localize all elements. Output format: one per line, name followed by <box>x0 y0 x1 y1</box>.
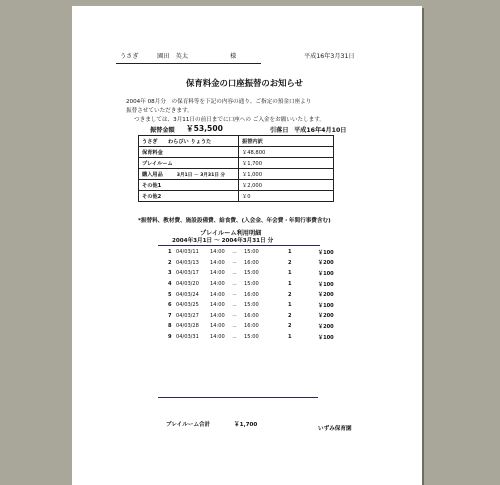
schedule-end: 16:00 <box>244 323 259 330</box>
schedule-period: 2004年3月1日 ～ 2004年3月31日 分 <box>172 238 274 244</box>
schedule-start: 14:00 <box>210 334 225 341</box>
schedule-sep: － <box>232 270 238 277</box>
footnote: *振替料、教材費、施設設備費、給食費、(入会金、年会費・年間行事費含む) <box>138 218 331 224</box>
schedule-no: 7 <box>168 312 172 319</box>
schedule-qty: 1 <box>288 281 292 288</box>
schedule-date: 04/03/28 <box>176 323 199 330</box>
schedule-fee: ￥200 <box>318 323 334 330</box>
schedule-end: 15:00 <box>244 281 259 288</box>
schedule-title: プレイルーム利用明細 <box>200 230 262 237</box>
document-page <box>72 6 422 485</box>
fee-row <box>139 180 334 191</box>
schedule-row <box>168 289 338 300</box>
schedule-no: 8 <box>168 323 172 330</box>
schedule-sep: － <box>232 313 238 320</box>
schedule-start: 14:00 <box>210 281 225 288</box>
schedule-start: 14:00 <box>210 259 225 266</box>
fee-row <box>139 147 334 158</box>
schedule-fee: ￥200 <box>318 292 334 299</box>
schedule-row <box>168 332 338 343</box>
schedule-start: 14:00 <box>210 291 225 298</box>
schedule-end: 15:00 <box>244 302 259 309</box>
schedule-start: 14:00 <box>210 323 225 330</box>
recipient-name: うさぎ 園田 英太 <box>120 53 189 60</box>
schedule-no: 1 <box>168 249 172 256</box>
schedule-date: 04/03/13 <box>176 259 199 266</box>
schedule-end: 16:00 <box>244 312 259 319</box>
schedule-date: 04/03/27 <box>176 312 199 319</box>
schedule-sep: － <box>232 334 238 341</box>
fee-value: ￥1,000 <box>239 169 334 180</box>
fee-value: ￥48,800 <box>239 147 334 158</box>
issue-date: 平成16年3月31日 <box>304 53 355 60</box>
schedule-sep: － <box>232 281 238 288</box>
fee-label-text: 購入用品 <box>142 171 163 178</box>
amount-label: 振替金額 <box>150 127 175 134</box>
fee-label <box>139 169 239 180</box>
schedule-qty: 1 <box>288 334 292 341</box>
schedule-bottom-rule <box>158 397 318 398</box>
fee-label: 保育料金 <box>139 147 239 158</box>
fee-row <box>139 158 334 169</box>
schedule-no: 2 <box>168 259 172 266</box>
schedule-start: 14:00 <box>210 302 225 309</box>
schedule-qty: 2 <box>288 323 292 330</box>
schedule-end: 15:00 <box>244 270 259 277</box>
schedule-table <box>168 247 338 342</box>
schedule-row <box>168 258 338 269</box>
fee-table <box>138 135 334 202</box>
playroom-total: ￥1,700 <box>234 422 258 428</box>
schedule-end: 16:00 <box>244 291 259 298</box>
schedule-no: 3 <box>168 270 172 277</box>
schedule-end: 15:00 <box>244 334 259 341</box>
schedule-qty: 2 <box>288 259 292 266</box>
schedule-sep: － <box>232 292 238 299</box>
schedule-sep: － <box>232 302 238 309</box>
child-name: うさぎ わらびい りょうた <box>139 136 239 147</box>
schedule-row <box>168 268 338 279</box>
schedule-end: 16:00 <box>244 259 259 266</box>
fee-value: ￥1,700 <box>239 158 334 169</box>
schedule-date: 04/03/17 <box>176 270 199 277</box>
schedule-date: 04/03/20 <box>176 281 199 288</box>
debit-date: 平成16年4月10日 <box>294 127 347 134</box>
schedule-top-rule <box>158 245 320 246</box>
fee-row <box>139 191 334 202</box>
schedule-fee: ￥100 <box>318 270 334 277</box>
transfer-amount: ￥53,500 <box>186 124 223 133</box>
schedule-sep: － <box>232 260 238 267</box>
schedule-qty: 2 <box>288 291 292 298</box>
schedule-no: 5 <box>168 291 172 298</box>
intro-line-3: つきましては、3月11日の前日までに口座への ご入金をお願いいたします。 <box>134 117 326 123</box>
recipient-underline <box>116 63 261 64</box>
playroom-total-label: プレイルーム合計 <box>166 422 211 428</box>
schedule-qty: 1 <box>288 249 292 256</box>
schedule-date: 04/03/11 <box>176 249 199 256</box>
fee-label: プレイルーム <box>139 158 239 169</box>
schedule-start: 14:00 <box>210 249 225 256</box>
document-title: 保育料金の口座振替のお知らせ <box>186 78 303 88</box>
schedule-row <box>168 311 338 322</box>
schedule-no: 9 <box>168 334 172 341</box>
schedule-row <box>168 247 338 258</box>
schedule-fee: ￥100 <box>318 281 334 288</box>
fee-label: その他1 <box>139 180 239 191</box>
honorific: 様 <box>230 53 237 60</box>
schedule-date: 04/03/25 <box>176 302 199 309</box>
organization-name: いずみ保育園 <box>318 426 352 432</box>
schedule-fee: ￥100 <box>318 334 334 341</box>
fee-value: ￥2,000 <box>239 180 334 191</box>
schedule-end: 15:00 <box>244 249 259 256</box>
schedule-start: 14:00 <box>210 270 225 277</box>
schedule-fee: ￥100 <box>318 249 334 256</box>
fee-row <box>139 169 334 180</box>
schedule-no: 6 <box>168 302 172 309</box>
schedule-qty: 2 <box>288 312 292 319</box>
schedule-row <box>168 300 338 311</box>
schedule-row <box>168 279 338 290</box>
schedule-fee: ￥100 <box>318 302 334 309</box>
schedule-date: 04/03/24 <box>176 291 199 298</box>
schedule-qty: 1 <box>288 302 292 309</box>
fee-table-header <box>139 136 334 147</box>
fee-value: ￥0 <box>239 191 334 202</box>
debit-date-label: 引落日 <box>270 127 289 134</box>
schedule-no: 4 <box>168 281 172 288</box>
schedule-fee: ￥200 <box>318 313 334 320</box>
schedule-date: 04/03/31 <box>176 334 199 341</box>
schedule-row <box>168 321 338 332</box>
schedule-qty: 1 <box>288 270 292 277</box>
fee-period: 3月1日 － 3月31日 分 <box>176 172 226 178</box>
intro-line-2: 振替させていただきます。 <box>126 108 193 114</box>
schedule-sep: － <box>232 249 238 256</box>
schedule-sep: － <box>232 323 238 330</box>
intro-line-1: 2004年 08月分 の保育料等を下記の内容の通り、ご指定の預金口座より <box>126 99 312 105</box>
breakdown-header: 振替内訳 <box>239 136 334 147</box>
schedule-fee: ￥200 <box>318 260 334 267</box>
fee-label: その他2 <box>139 191 239 202</box>
schedule-start: 14:00 <box>210 312 225 319</box>
